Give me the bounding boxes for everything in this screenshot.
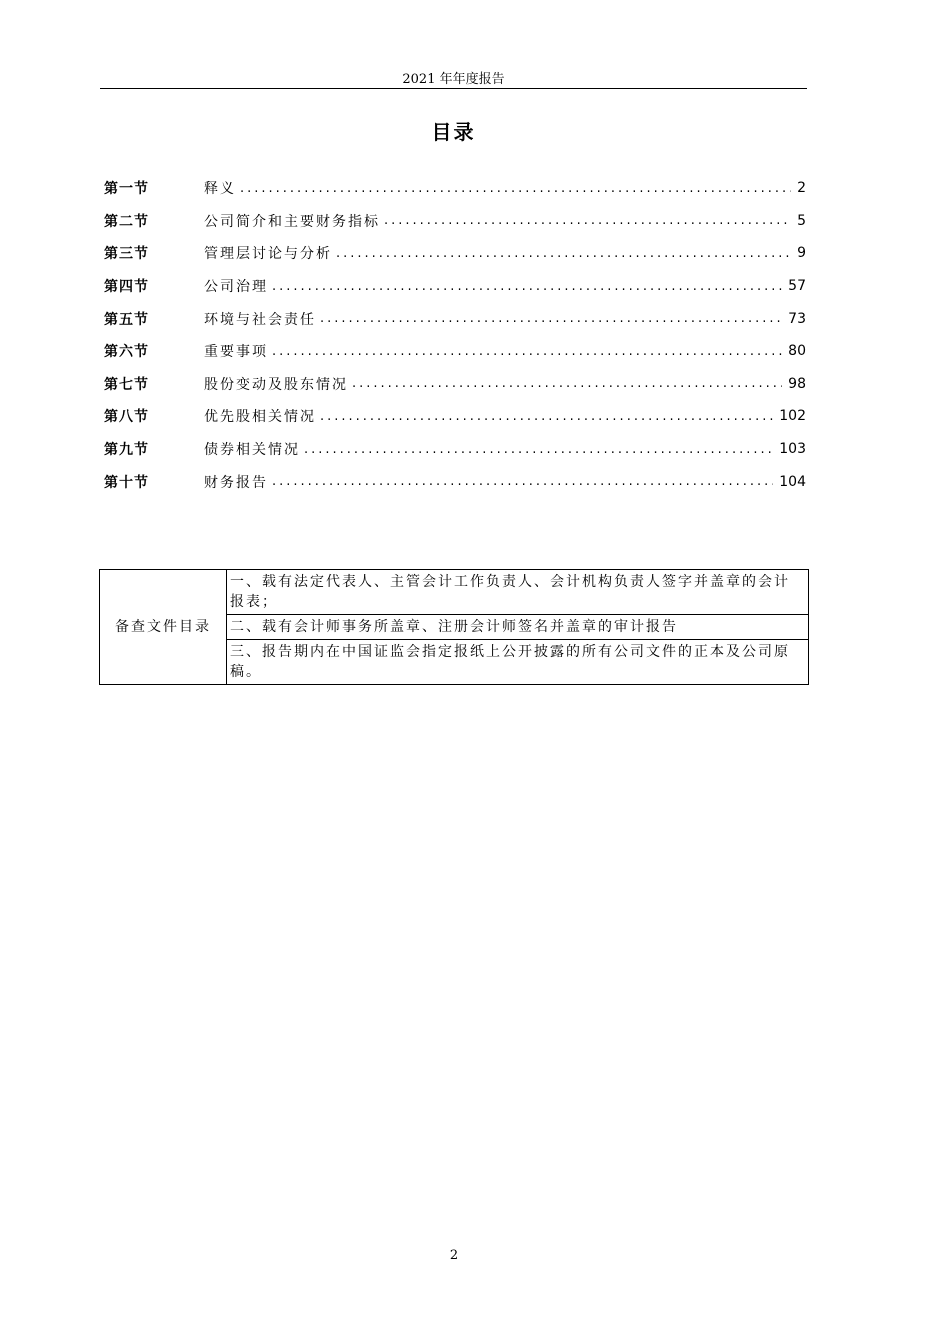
toc-section-label: 第五节	[104, 311, 149, 328]
toc-section-title: 股份变动及股东情况	[204, 376, 348, 393]
toc-section-title: 环境与社会责任	[204, 311, 316, 328]
toc-section-label: 第七节	[104, 376, 149, 393]
toc-entry-3[interactable]	[104, 237, 806, 270]
toc-section-label: 第十节	[104, 474, 149, 491]
header-rule	[100, 88, 807, 89]
table-row	[100, 570, 809, 615]
toc-dot-leader	[320, 409, 773, 424]
toc-entry-9[interactable]	[104, 433, 806, 466]
toc-dot-leader	[352, 376, 782, 391]
toc-section-label: 第六节	[104, 344, 149, 361]
table-of-contents	[104, 172, 806, 498]
page-number: 2	[449, 1248, 459, 1263]
toc-entry-7[interactable]	[104, 368, 806, 401]
toc-page-number: 80	[788, 343, 806, 360]
toc-dot-leader	[240, 181, 791, 196]
toc-section-title: 财务报告	[204, 474, 268, 491]
toc-page-number: 9	[797, 245, 806, 262]
toc-entry-8[interactable]	[104, 400, 806, 433]
toc-entry-6[interactable]	[104, 335, 806, 368]
toc-page-number: 103	[779, 441, 806, 458]
toc-entry-5[interactable]	[104, 302, 806, 335]
toc-page-number: 98	[788, 375, 806, 392]
toc-dot-leader	[304, 442, 773, 457]
toc-entry-10[interactable]	[104, 465, 806, 498]
toc-section-label: 第三节	[104, 246, 149, 263]
toc-dot-leader	[272, 474, 773, 489]
reference-documents-table	[99, 569, 809, 685]
toc-page-number: 2	[797, 180, 806, 197]
toc-section-title: 优先股相关情况	[204, 409, 316, 426]
page-title: 目录	[431, 120, 476, 144]
toc-page-number: 73	[788, 310, 806, 327]
toc-section-title: 公司简介和主要财务指标	[204, 213, 380, 230]
toc-section-title: 公司治理	[204, 279, 268, 296]
toc-section-label: 第一节	[104, 181, 149, 198]
toc-section-title: 管理层讨论与分析	[204, 246, 332, 263]
toc-dot-leader	[336, 246, 791, 261]
toc-entry-4[interactable]	[104, 270, 806, 303]
toc-section-label: 第九节	[104, 442, 149, 459]
toc-dot-leader	[320, 311, 782, 326]
toc-section-label: 第四节	[104, 279, 149, 296]
toc-section-title: 重要事项	[204, 344, 268, 361]
running-header: 2021 年年度报告	[402, 72, 505, 87]
toc-page-number: 5	[797, 212, 806, 229]
toc-dot-leader	[272, 344, 782, 359]
reference-documents-label: 备查文件目录	[100, 570, 227, 685]
toc-page-number: 104	[779, 473, 806, 490]
toc-section-title: 释义	[204, 181, 236, 198]
toc-entry-2[interactable]	[104, 205, 806, 238]
toc-dot-leader	[384, 213, 791, 228]
toc-page-number: 102	[779, 408, 806, 425]
reference-document-item: 二、载有会计师事务所盖章、注册会计师签名并盖章的审计报告	[227, 615, 809, 640]
toc-section-label: 第八节	[104, 409, 149, 426]
reference-document-item: 三、报告期内在中国证监会指定报纸上公开披露的所有公司文件的正本及公司原稿。	[227, 640, 809, 685]
toc-page-number: 57	[788, 278, 806, 295]
reference-document-item: 一、载有法定代表人、主管会计工作负责人、会计机构负责人签字并盖章的会计报表；	[227, 570, 809, 615]
toc-entry-1[interactable]	[104, 172, 806, 205]
toc-section-label: 第二节	[104, 213, 149, 230]
toc-dot-leader	[272, 279, 782, 294]
toc-section-title: 债券相关情况	[204, 442, 300, 459]
